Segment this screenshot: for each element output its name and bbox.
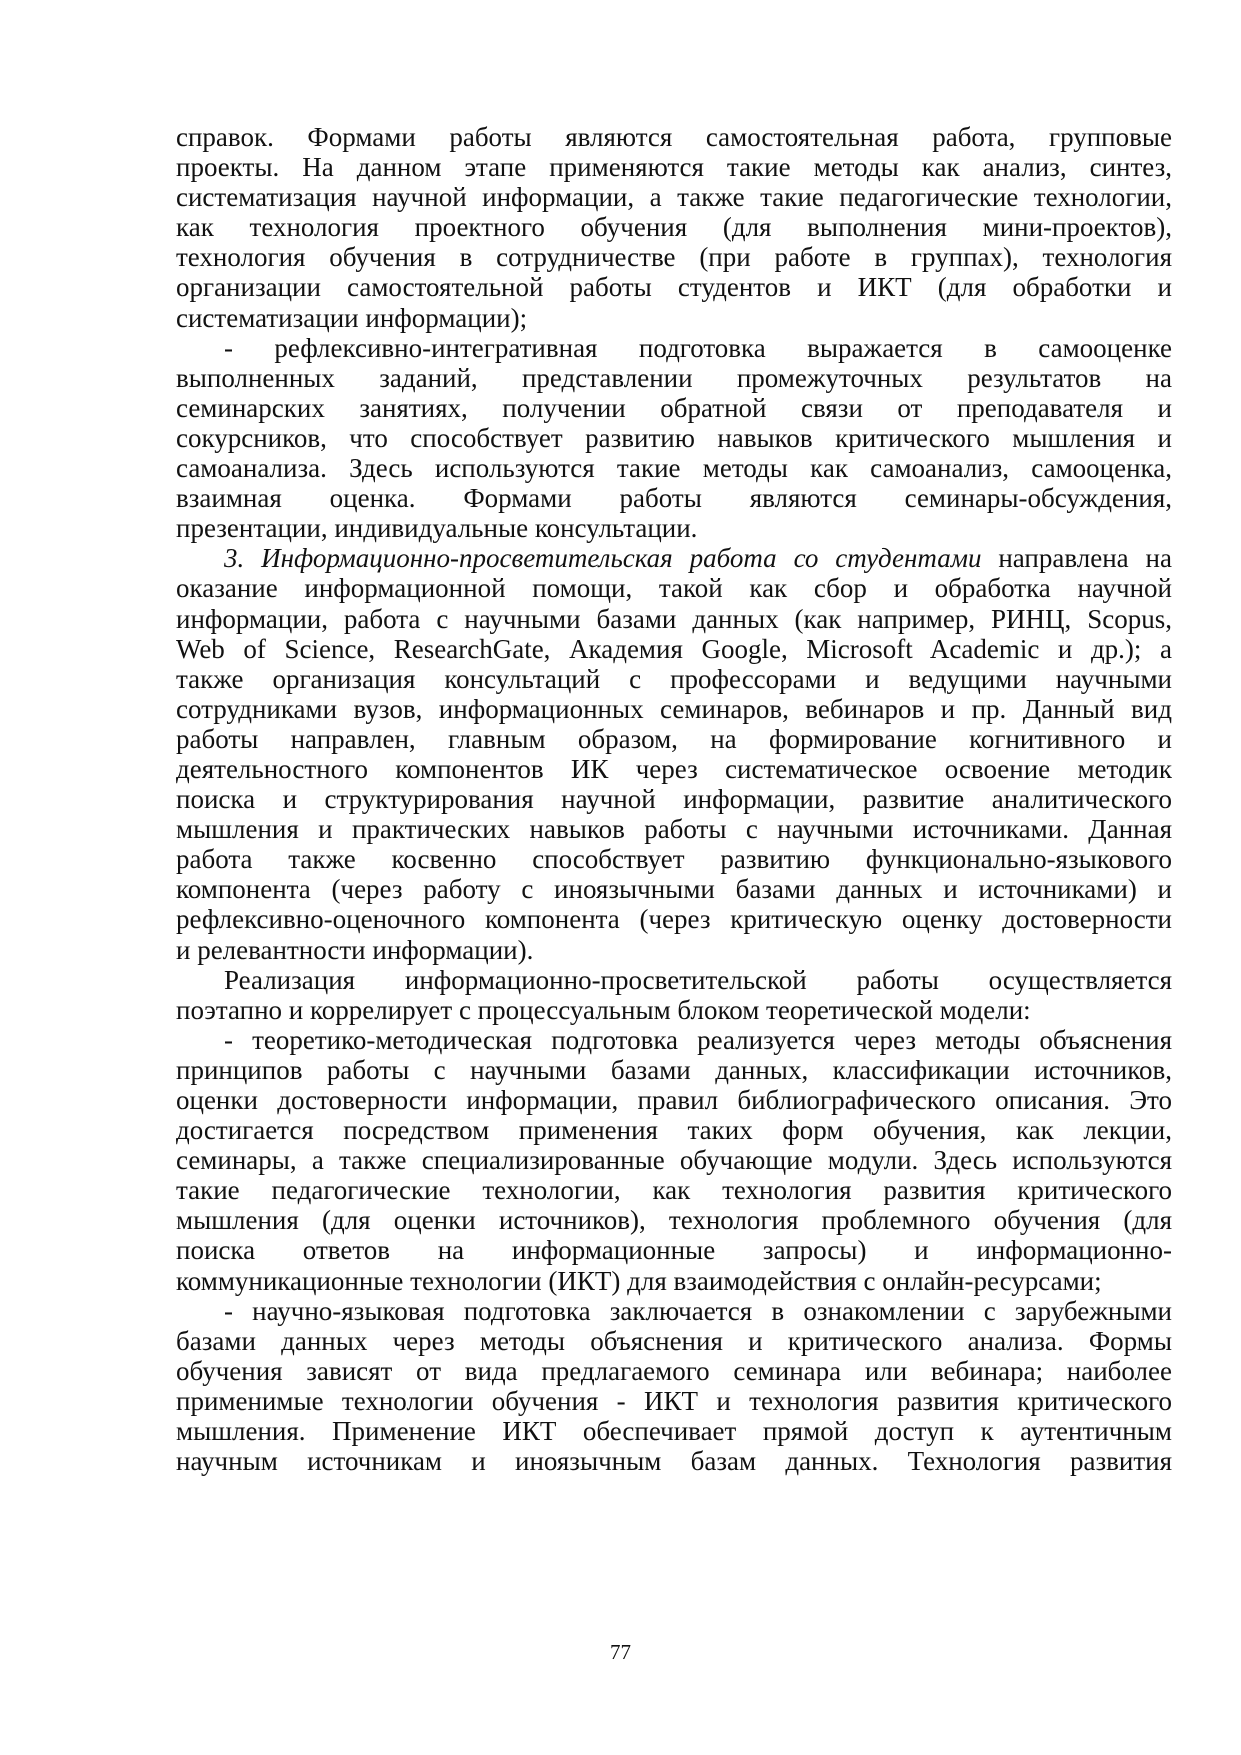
text-line: работы направлен, главным образом, на формирование когнитивного и: [176, 723, 1172, 754]
text-span: направлена на: [981, 543, 1172, 574]
text-line: поиска ответов на информационные запросы) и информационно-: [176, 1235, 1172, 1266]
text-line: Web of Science, ResearchGate, Академия Google, Microsoft Academic и др.); а: [176, 633, 1172, 664]
paragraph-theoretical-methodical: [176, 1025, 1172, 1296]
paragraph-forms-of-work: [176, 122, 1172, 333]
text-line: коммуникационные технологии (ИКТ) для взаимодействия с онлайн-ресурсами;: [176, 1265, 1102, 1296]
text-line: также организация консультаций с профессорами и ведущими научными: [176, 663, 1172, 694]
text-line: принципов работы с научными базами данных, классификации источников,: [176, 1054, 1172, 1085]
text-line: оказание информационной помощи, такой как сбор и обработка научной: [176, 573, 1172, 604]
text-line: компонента (через работу с иноязычными базами данных и источниками) и: [176, 874, 1172, 905]
text-line: научным источникам и иноязычным базам данных. Технология развития: [176, 1446, 1172, 1477]
text-line: оценки достоверности информации, правил библиографического описания. Это: [176, 1085, 1172, 1115]
section-heading-line: [176, 543, 1172, 573]
paragraph-information-educational-work: [176, 543, 1172, 964]
text-line: - теоретико-методическая подготовка реализуется через методы объяснения: [224, 1024, 1172, 1055]
paragraph-implementation: [176, 965, 1172, 1025]
text-line: информации, работа с научными базами данных (как например, РИНЦ, Scopus,: [176, 603, 1172, 634]
text-line: взаимная оценка. Формами работы являются семинары-обсуждения,: [176, 483, 1172, 514]
text-line: достигается посредством применения таких форм обучения, как лекции,: [176, 1115, 1172, 1146]
page-number: 77: [610, 1640, 631, 1664]
text-line: выполненных заданий, представлении промежуточных результатов на: [176, 362, 1172, 393]
page-body: [176, 122, 1172, 1476]
text-line: поэтапно и коррелирует с процессуальным блоком теоретической модели:: [176, 994, 1031, 1025]
text-line: систематизация научной информации, а также такие педагогические технологии,: [176, 182, 1172, 213]
text-line: поиска и структурирования научной информации, развитие аналитического: [176, 784, 1172, 815]
paragraph-scientific-linguistic: [176, 1296, 1172, 1477]
text-line: такие педагогические технологии, как технология развития критического: [176, 1175, 1172, 1206]
text-line: семинарских занятиях, получении обратной связи от преподавателя и: [176, 392, 1172, 423]
text-line: базами данных через методы объяснения и критического анализа. Формы: [176, 1325, 1172, 1356]
text-line: самоанализа. Здесь используются такие методы как самоанализ, самооценка,: [176, 453, 1172, 484]
text-line: мышления (для оценки источников), технология проблемного обучения (для: [176, 1205, 1172, 1236]
text-line: и релевантности информации).: [176, 934, 534, 965]
text-line: работа также косвенно способствует развитию функционально-языкового: [176, 844, 1172, 875]
text-line: мышления и практических навыков работы с научными источниками. Данная: [176, 814, 1172, 845]
text-line: рефлексивно-оценочного компонента (через критическую оценку достоверности: [176, 904, 1172, 935]
text-line: презентации, индивидуальные консультации.: [176, 513, 698, 544]
paragraph-reflexive-integrative: [176, 333, 1172, 544]
text-line: сотрудниками вузов, информационных семинаров, вебинаров и пр. Данный вид: [176, 693, 1172, 724]
text-line: обучения зависят от вида предлагаемого семинара или вебинара; наиболее: [176, 1355, 1172, 1386]
text-line: как технология проектного обучения (для выполнения мини-проектов),: [176, 212, 1172, 243]
text-line: Реализация информационно-просветительской работы осуществляется: [224, 964, 1172, 995]
text-line: деятельностного компонентов ИК через систематическое освоение методик: [176, 753, 1172, 784]
text-line: - научно-языковая подготовка заключается в ознакомлении с зарубежными: [224, 1295, 1172, 1326]
text-line: применимые технологии обучения - ИКТ и технология развития критического: [176, 1385, 1172, 1416]
text-line: семинары, а также специализированные обучающие модули. Здесь используются: [176, 1145, 1172, 1176]
section-heading-italic: 3. Информационно-просветительская работа со студентами: [224, 543, 982, 574]
text-line: сокурсников, что способствует развитию навыков критического мышления и: [176, 422, 1172, 453]
text-line: справок. Формами работы являются самостоятельная работа, групповые: [176, 122, 1172, 152]
text-line: технология обучения в сотрудничестве (при работе в группах), технология: [176, 242, 1172, 273]
text-line: - рефлексивно-интегративная подготовка выражается в самооценке: [224, 332, 1172, 363]
text-line: проекты. На данном этапе применяются такие методы как анализ, синтез,: [176, 152, 1172, 183]
text-line: систематизации информации);: [176, 302, 528, 333]
text-line: мышления. Применение ИКТ обеспечивает прямой доступ к аутентичным: [176, 1416, 1172, 1447]
text-line: организации самостоятельной работы студентов и ИКТ (для обработки и: [176, 272, 1172, 303]
